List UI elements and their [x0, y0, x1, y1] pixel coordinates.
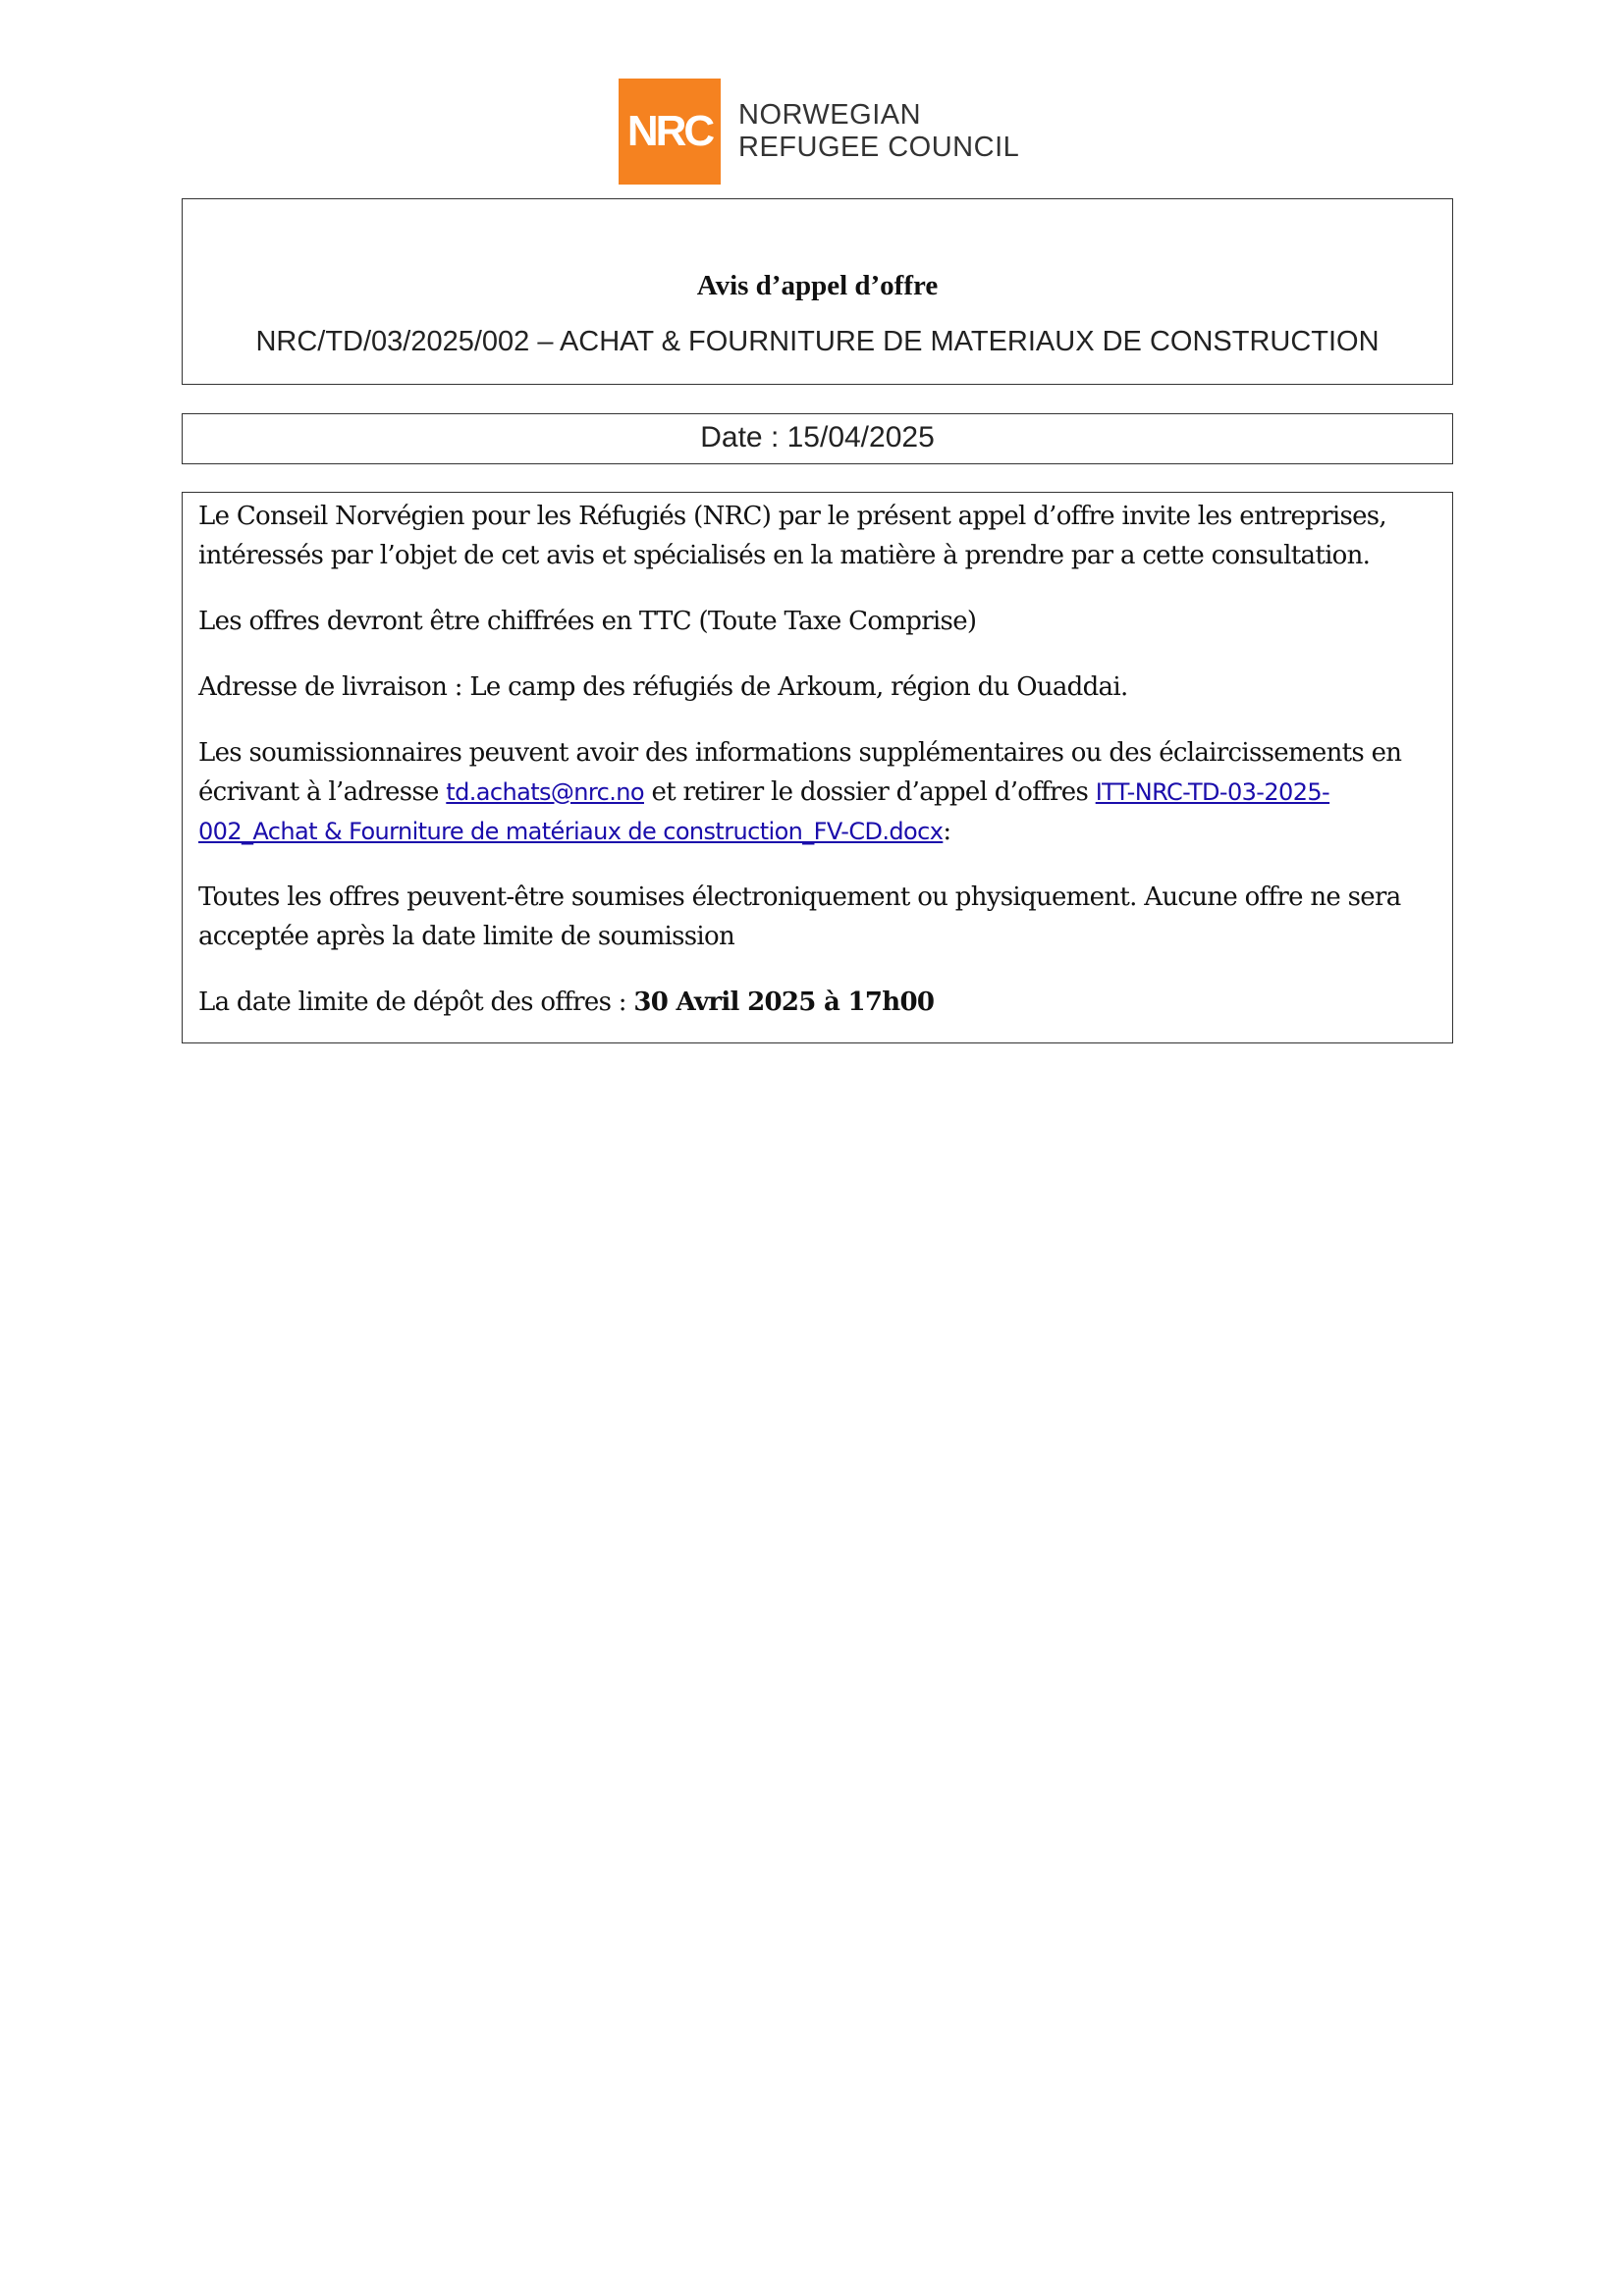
submission-paragraph: Toutes les offres peuvent-être soumises électroniquement ou physiquement. Aucune offre ne sera acceptée après la date limite de soumission [198, 882, 1401, 951]
notice-date: Date : 15/04/2025 [700, 421, 935, 454]
logo-line-2: REFUGEE COUNCIL [738, 132, 1020, 163]
logo-line-1: NORWEGIAN [738, 99, 922, 131]
nrc-logo-text [738, 99, 1019, 164]
deadline-value: 30 Avril 2025 à 17h00 [633, 988, 935, 1017]
contact-text-middle: et retirer le dossier d’appel d’offres [643, 777, 1096, 807]
deadline-paragraph [198, 983, 1436, 1022]
pricing-paragraph: Les offres devront être chiffrées en TTC (Toute Taxe Comprise) [198, 607, 977, 636]
date-box [182, 413, 1453, 464]
nrc-logo-mark: NRC [619, 79, 721, 185]
tender-file-link[interactable]: ITT-NRC-TD-03-2025-002_Achat & Fourniture de matériaux de construction_FV-CD.docx [198, 778, 1330, 845]
notice-reference: NRC/TD/03/2025/002 – ACHAT & FOURNITURE DE MATERIAUX DE CONSTRUCTION [255, 326, 1380, 357]
contact-text-before: Les soumissionnaires peuvent avoir des informations supplémentaires ou des éclaircissements en écrivant à l’adresse [198, 738, 1402, 807]
notice-heading: Avis d’appel d’offre [696, 270, 939, 301]
email-link[interactable]: td.achats@nrc.no [446, 778, 644, 806]
intro-paragraph: Le Conseil Norvégien pour les Réfugiés (NRC) par le présent appel d’offre invite les entreprises, intéressés par l’objet de cet avis et spécialisés en la matière à prendre par a cette consultation. [198, 502, 1386, 570]
contact-text-after: : [943, 817, 951, 846]
delivery-address-paragraph: Adresse de livraison : Le camp des réfugiés de Arkoum, région du Ouaddai. [198, 672, 1128, 702]
deadline-label: La date limite de dépôt des offres : [198, 988, 634, 1017]
notice-body-box [182, 492, 1453, 1043]
nrc-logo [619, 79, 1019, 185]
notice-title-box [182, 198, 1453, 385]
contact-paragraph [198, 733, 1436, 851]
